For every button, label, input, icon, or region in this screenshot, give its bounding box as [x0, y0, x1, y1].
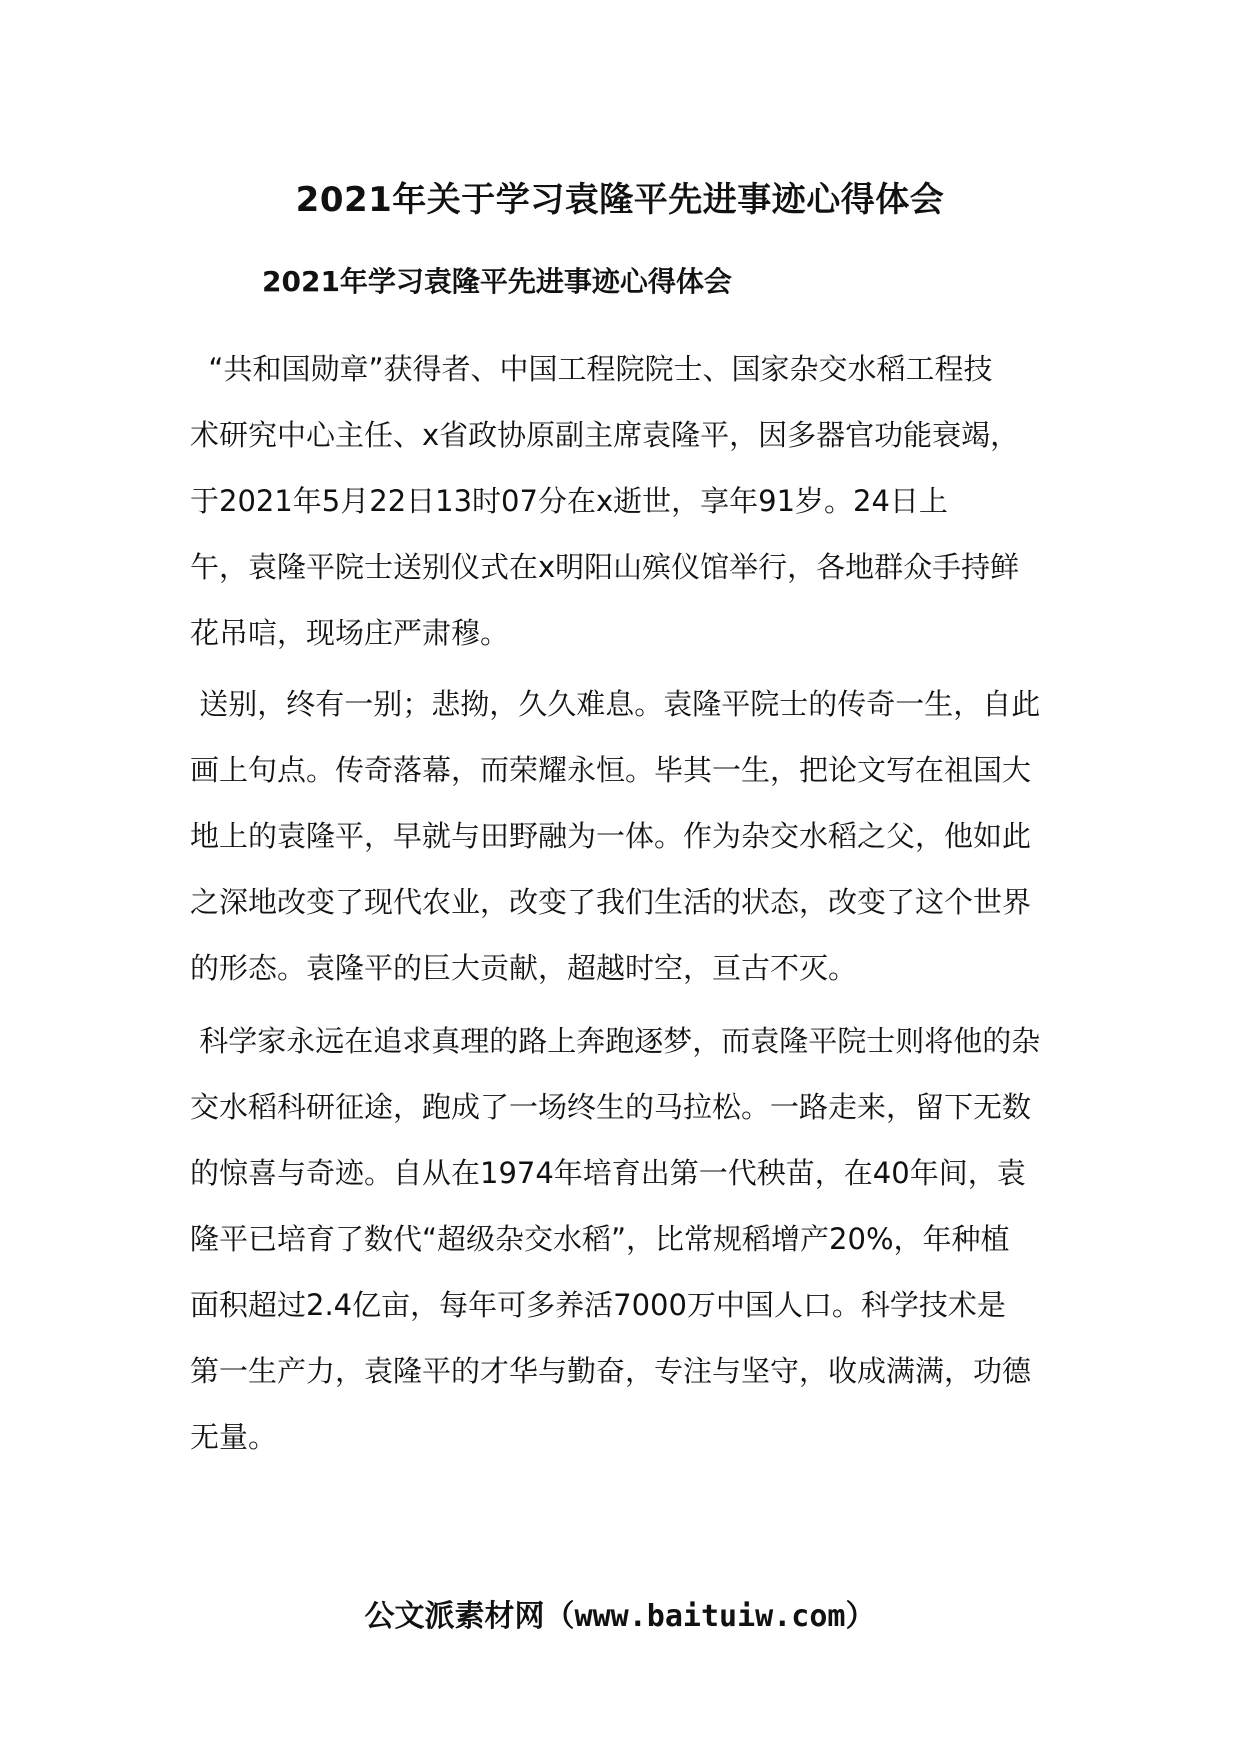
paragraph-line: 于2021年5月22日13时07分在x逝世，享年91岁。24日上 [190, 484, 948, 518]
paragraph-line: 无量。 [190, 1420, 278, 1454]
paragraph-line: 隆平已培育了数代“超级杂交水稻”，比常规稻增产20%，年种植 [190, 1222, 1010, 1256]
paragraph-line: 交水稻科研征途，跑成了一场终生的马拉松。一路走来，留下无数 [190, 1090, 1032, 1124]
paragraph-line: 画上句点。传奇落幕，而荣耀永恒。毕其一生，把论文写在祖国大 [190, 753, 1032, 787]
body-paragraph-1 [190, 336, 1070, 666]
paragraph-line: 面积超过2.4亿亩，每年可多养活7000万中国人口。科学技术是 [190, 1288, 1006, 1322]
paragraph-line: 术研究中心主任、x省政协原副主席袁隆平，因多器官功能衰竭， [190, 418, 1020, 452]
paragraph-line: 送别，终有一别；悲拗，久久难息。袁隆平院士的传奇一生，自此 [190, 687, 1041, 721]
footer-watermark [0, 1595, 1240, 1639]
document-subtitle: 2021年学习袁隆平先进事迹心得体会 [262, 265, 732, 298]
footer-url[interactable]: （www.baituiw.com） [544, 1599, 876, 1634]
paragraph-line: 之深地改变了现代农业，改变了我们生活的状态，改变了这个世界 [190, 885, 1032, 919]
paragraph-line: 的形态。袁隆平的巨大贡献，超越时空，亘古不灭。 [190, 951, 858, 985]
paragraph-line: 的惊喜与奇迹。自从在1974年培育出第一代秧苗，在40年间，袁 [190, 1156, 1026, 1190]
paragraph-line: “共和国勋章”获得者、中国工程院院士、国家杂交水稻工程技 [190, 352, 993, 386]
paragraph-line: 科学家永远在追求真理的路上奔跑逐梦，而袁隆平院士则将他的杂 [190, 1024, 1041, 1058]
footer-site-name: 公文派素材网 [364, 1599, 545, 1634]
paragraph-line: 花吊唁，现场庄严肃穆。 [190, 616, 510, 650]
document-title: 2021年关于学习袁隆平先进事迹心得体会 [295, 180, 945, 220]
body-paragraph-3 [190, 1008, 1070, 1470]
paragraph-line: 第一生产力，袁隆平的才华与勤奋，专注与坚守，收成满满，功德 [190, 1354, 1032, 1388]
paragraph-line: 地上的袁隆平，早就与田野融为一体。作为杂交水稻之父，他如此 [190, 819, 1032, 853]
paragraph-line: 午，袁隆平院士送别仪式在x明阳山殡仪馆举行，各地群众手持鲜 [190, 550, 1020, 584]
body-paragraph-2 [190, 671, 1070, 1001]
